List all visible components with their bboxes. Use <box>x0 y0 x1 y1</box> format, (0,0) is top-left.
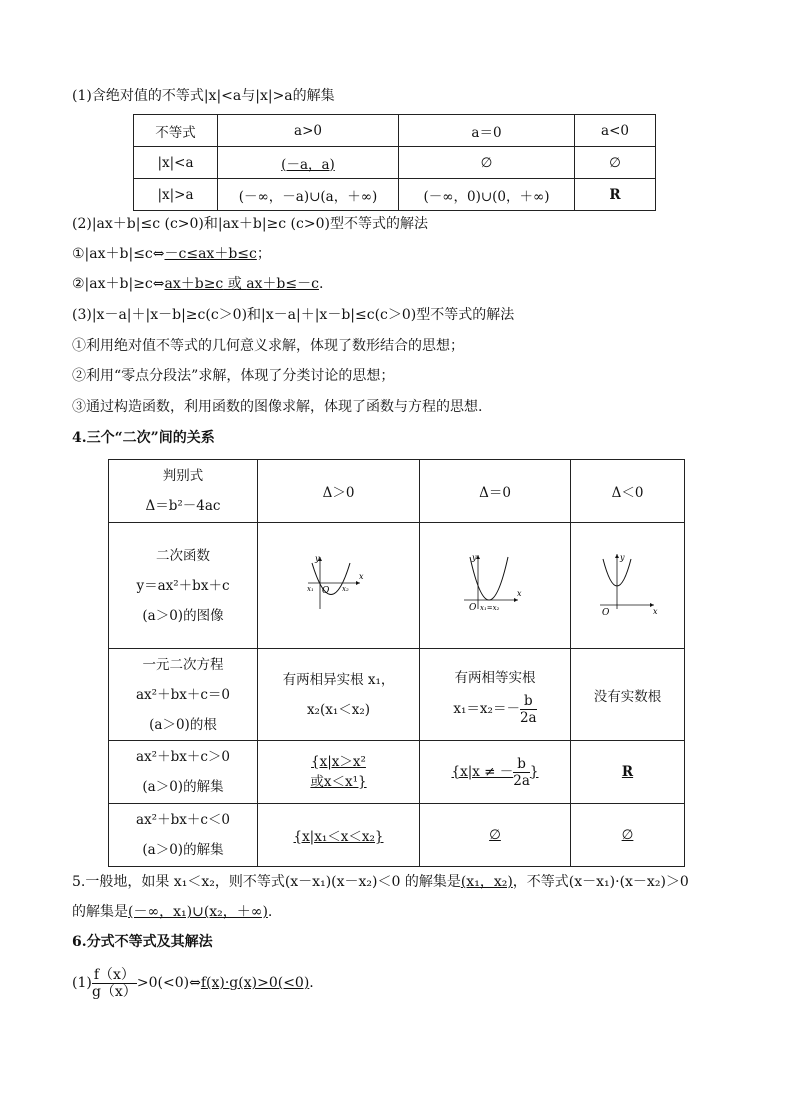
x2-label: x₂ <box>341 585 349 593</box>
eq-zero-text: x₁＝x₂＝－ <box>453 701 520 717</box>
table-header-cell: a＝0 <box>399 115 575 147</box>
table-cell: R <box>575 179 656 211</box>
table-row <box>134 179 656 211</box>
table-cell <box>109 649 258 741</box>
table-cell <box>571 523 685 649</box>
frac-end: . <box>309 975 314 991</box>
table-row <box>109 741 685 804</box>
gt-pos-line: 或x＜x¹} <box>310 774 367 790</box>
le-item <box>72 244 271 264</box>
table-row <box>109 804 685 867</box>
axb-heading: (2)|ax＋b|≤c (c>0)和|ax＋b|≥c (c>0)型不等式的解法 <box>72 216 428 232</box>
gt-zero-text: {x|x ≠ － <box>451 763 514 780</box>
eq-pos-line: x₂(x₁＜x₂) <box>306 701 371 718</box>
gt-line: ax²＋bx＋c＞0 <box>136 749 230 765</box>
table-header-cell: a<0 <box>575 115 656 147</box>
gt-zero-close: } <box>529 763 539 780</box>
x-arrow <box>514 598 518 602</box>
item-5-text: 5.一般地，如果 x₁＜x₂，则不等式(x－x₁)(x－x₂)＜0 的解集是 <box>72 874 461 890</box>
origin-label: O <box>601 608 609 616</box>
fraction-denominator: g（x） <box>91 983 137 1000</box>
table-cell <box>258 523 420 649</box>
func-line: (a＞0)的图像 <box>142 607 224 624</box>
table-header-cell: Δ＜0 <box>571 460 685 523</box>
y-arrow <box>615 554 619 558</box>
fraction-numerator: b <box>520 693 537 710</box>
table-cell <box>420 523 571 649</box>
method-1: ①利用绝对值不等式的几何意义求解，体现了数形结合的思想； <box>72 338 464 354</box>
table-row <box>134 115 656 147</box>
item-5-line-2 <box>72 902 272 922</box>
method-3: ③通过构造函数，利用函数的图像求解，体现了函数与方程的思想. <box>72 399 483 415</box>
x-arrow <box>356 581 360 585</box>
table-header-cell: Δ＝0 <box>420 460 571 523</box>
x-label: x <box>517 589 522 598</box>
disc-formula: Δ＝b²－4ac <box>145 498 221 514</box>
table-cell: 没有实数根 <box>571 649 685 741</box>
table-cell: (－∞，0)∪(0，＋∞) <box>399 179 575 211</box>
eq-pos-line: 有两相异实根 x₁， <box>282 671 395 688</box>
fraction <box>513 756 530 789</box>
table-cell: {x|x₁＜x＜x₂} <box>258 804 420 867</box>
le-suffix: ； <box>256 246 271 262</box>
y-arrow <box>476 555 480 559</box>
table-cell <box>258 649 420 741</box>
lt-line: (a＞0)的解集 <box>142 842 224 858</box>
table-cell: (－∞，－a)∪(a，＋∞) <box>218 179 399 211</box>
abs-heading: (1)含绝对值的不等式|x|<a与|x|>a的解集 <box>72 88 335 104</box>
item-5-text: ，不等式(x－x₁)·(x－x₂)＞0 <box>512 874 689 890</box>
table-cell <box>109 741 258 804</box>
xa-heading: (3)|x－a|＋|x－b|≥c(c＞0)和|x－a|＋|x－b|≤c(c＞0)型不等式的解法 <box>72 307 515 323</box>
table-row <box>109 460 685 523</box>
func-line: y＝ax²＋bx＋c <box>136 577 230 594</box>
gt-pos-line: {x|x＞x² <box>311 754 366 770</box>
parabola-two-roots-graph <box>304 551 374 616</box>
table-cell: |x|>a <box>134 179 218 211</box>
table-cell <box>109 804 258 867</box>
origin-label: O <box>469 603 477 613</box>
frac-answer: f(x)·g(x)>0(<0) <box>200 975 310 991</box>
disc-label: 判别式 <box>162 468 204 484</box>
fraction <box>520 693 537 726</box>
table-cell <box>420 649 571 741</box>
lt-line: ax²＋bx＋c＜0 <box>136 812 230 828</box>
func-line: 二次函数 <box>156 547 210 564</box>
fraction-numerator: b <box>513 756 530 773</box>
x1-label: x₁ <box>306 585 314 593</box>
item-5-answer: (x₁，x₂) <box>460 874 513 890</box>
parabola-no-root-graph <box>596 551 660 616</box>
ge-answer-2: ax＋b≤－c <box>246 276 319 292</box>
table-cell: ∅ <box>420 804 571 867</box>
fraction-denominator: 2a <box>519 710 537 726</box>
table-header-cell <box>109 460 258 523</box>
table-cell: ∅ <box>575 147 656 179</box>
ge-item <box>72 274 323 294</box>
eq-line: 一元二次方程 <box>142 656 224 673</box>
le-prefix: ①|ax＋b|≤c⇔ <box>72 246 165 262</box>
table-cell <box>109 523 258 649</box>
item-5-line-1 <box>72 872 689 892</box>
frac-text: >0(<0)⇔ <box>136 975 201 991</box>
table-row <box>109 649 685 741</box>
table-cell: ∅ <box>571 804 685 867</box>
table-cell <box>258 741 420 804</box>
eq-zero-formula <box>420 693 570 726</box>
table-header-cell: Δ＞0 <box>258 460 420 523</box>
table-cell: R <box>571 741 685 804</box>
origin-label: O <box>321 586 329 596</box>
fraction-numerator: f（x） <box>93 966 135 983</box>
table-row <box>134 147 656 179</box>
fraction <box>92 967 137 1000</box>
frac-prefix: (1) <box>72 975 92 991</box>
ge-prefix: ②|ax＋b|≥c⇔ <box>72 276 165 292</box>
x12-label: x₁=x₂ <box>480 604 500 612</box>
gt-line: (a＞0)的解集 <box>142 779 224 795</box>
le-answer: －c≤ax＋b≤c <box>164 246 257 262</box>
y-label: y <box>619 553 625 562</box>
method-2: ②利用“零点分段法”求解，体现了分类讨论的思想； <box>72 368 395 384</box>
y-label: y <box>472 553 477 562</box>
item-5-answer: (－∞，x₁)∪(x₂，＋∞) <box>128 904 268 920</box>
quadratic-table <box>108 459 685 867</box>
ge-suffix: . <box>318 276 324 292</box>
fraction-denominator: 2a <box>513 772 530 789</box>
table-header-cell: 不等式 <box>134 115 218 147</box>
x-label: x <box>652 607 658 616</box>
eq-line: ax²＋bx＋c＝0 <box>136 686 230 703</box>
eq-line: (a＞0)的根 <box>149 716 217 733</box>
ge-or: 或 <box>223 276 247 292</box>
eq-zero-line: 有两相等实根 <box>454 670 536 686</box>
table-header-cell: a>0 <box>218 115 399 147</box>
item-5-text: 的解集是 <box>72 904 128 920</box>
table-cell: |x|<a <box>134 147 218 179</box>
table-cell: ∅ <box>399 147 575 179</box>
parabola-curve <box>470 557 508 600</box>
table-cell <box>420 741 571 804</box>
item-5-text: . <box>267 904 273 920</box>
table-row <box>109 523 685 649</box>
x-label: x <box>358 572 364 581</box>
table-cell: (－a，a) <box>218 147 399 179</box>
y-label: y <box>314 554 320 563</box>
ge-answer-1: ax＋b≥c <box>164 276 224 292</box>
section-6-title: 6.分式不等式及其解法 <box>72 934 213 950</box>
fraction-inequality <box>72 963 314 1003</box>
section-4-title: 4.三个“二次”间的关系 <box>72 430 215 446</box>
abs-table <box>133 114 656 211</box>
parabola-one-root-graph <box>460 551 530 616</box>
